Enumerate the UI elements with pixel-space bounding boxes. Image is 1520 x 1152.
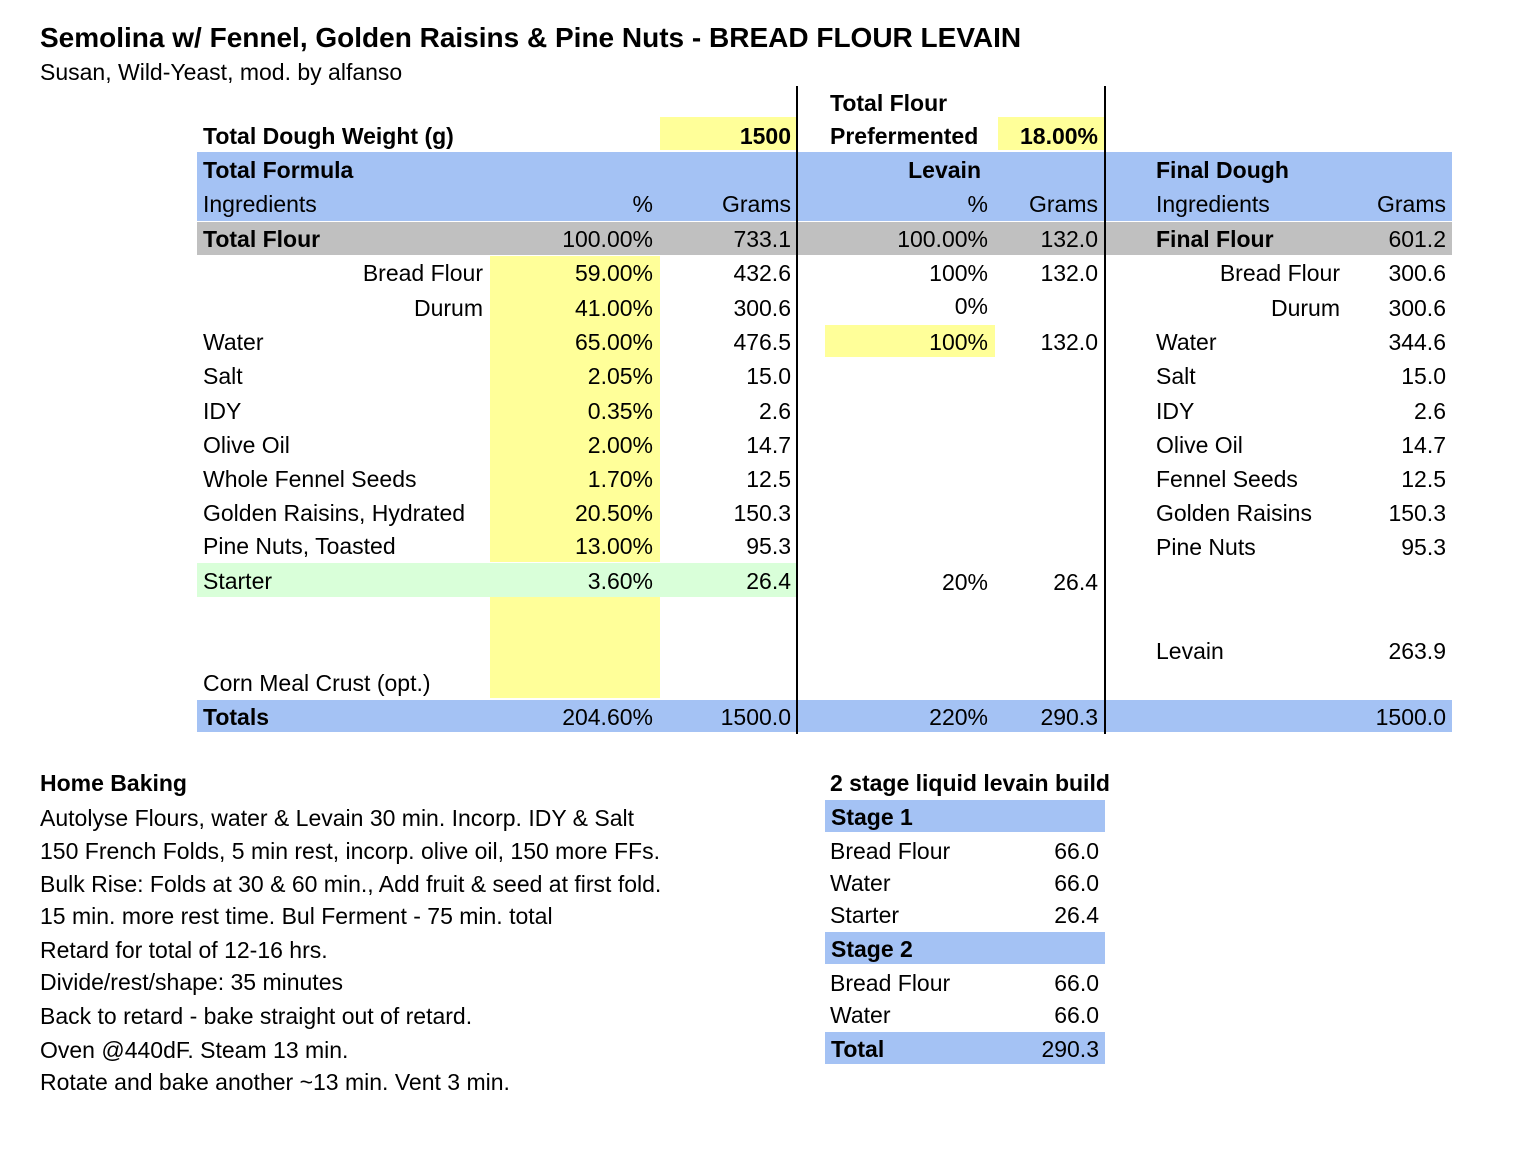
row-fd-grams: 15.0 [1401,363,1446,389]
row-levain-pct: 100.00% [897,226,988,252]
header-levain-pct: % [967,191,988,217]
build-row-grams: 66.0 [1054,970,1099,996]
row-fd-grams: 150.3 [1388,500,1446,526]
header-grams: Grams [722,191,791,217]
row-fd-name: Bread Flour [1219,260,1340,286]
pct-input-extra [490,597,660,698]
header-levain-grams: Grams [1029,191,1098,217]
home-baking-line: Back to retard - bake straight out of retard. [40,1003,473,1029]
row-fd-name: IDY [1156,398,1195,424]
build-row-name: Starter [830,902,900,928]
row-fd-grams: 300.6 [1388,295,1446,321]
build-row-name: Water [830,870,891,896]
row-fd-grams: 300.6 [1388,260,1446,286]
row-name: Water [203,329,264,355]
page-subtitle: Susan, Wild-Yeast, mod. by alfanso [40,59,403,85]
row-grams: 733.1 [733,226,791,252]
divider-formula-levain [796,86,798,734]
row-levain-grams: 26.4 [1053,569,1098,595]
home-baking-line: Autolyse Flours, water & Levain 30 min. Incorp. IDY & Salt [40,805,635,831]
row-fd-grams: 344.6 [1388,329,1446,355]
row-pct: 0.35% [587,398,653,424]
row-fd-grams: 2.6 [1414,398,1446,424]
row-levain-pct: 0% [954,293,988,319]
row-levain-pct: 20% [941,569,988,595]
build-total-grams: 290.3 [1041,1036,1099,1062]
row-fd-name: Olive Oil [1156,432,1243,458]
row-name: Golden Raisins, Hydrated [203,500,466,526]
row-name: Durum [413,295,483,321]
row-name: IDY [203,398,242,424]
row-pct: 59.00% [574,260,653,286]
build-row-name: Water [830,1002,891,1028]
totals-grams: 1500.0 [720,704,791,730]
row-grams: 95.3 [746,533,791,559]
row-fd-name: Salt [1156,363,1196,389]
row-grams: 150.3 [733,500,791,526]
home-baking-line: Divide/rest/shape: 35 minutes [40,969,343,995]
build-total-label: Total [831,1036,885,1062]
row-fd-grams: 601.2 [1388,226,1446,252]
divider-levain-final [1104,86,1106,734]
row-fd-grams: 12.5 [1401,466,1446,492]
header-final-dough: Final Dough [1156,157,1289,183]
header-pct: % [632,191,653,217]
row-grams: 15.0 [746,363,791,389]
build-row-grams: 66.0 [1054,838,1099,864]
home-baking-line: Oven @440dF. Steam 13 min. [40,1037,349,1063]
home-baking-line: Retard for total of 12-16 hrs. [40,937,328,963]
tfp-label-2: Prefermented [830,123,979,149]
row-grams: 12.5 [746,466,791,492]
fd-levain-grams: 263.9 [1388,638,1446,664]
home-baking-line: Rotate and bake another ~13 min. Vent 3 min. [40,1069,510,1095]
stage2-label: Stage 2 [831,936,913,962]
fd-levain-label: Levain [1156,638,1224,664]
row-pct: 13.00% [574,533,653,559]
row-fd-name: Pine Nuts [1156,534,1256,560]
row-fd-name: Final Flour [1156,226,1274,252]
row-levain-grams: 132.0 [1040,329,1098,355]
home-baking-line: 150 French Folds, 5 min rest, incorp. olive oil, 150 more FFs. [40,838,660,864]
row-pct: 100.00% [562,226,653,252]
stage1-label: Stage 1 [831,804,913,830]
build-row-grams: 26.4 [1054,902,1099,928]
totals-pct: 204.60% [562,704,653,730]
row-levain-grams: 132.0 [1040,226,1098,252]
tdw-label: Total Dough Weight (g) [203,123,454,149]
header-levain: Levain [908,157,981,183]
row-name: Whole Fennel Seeds [203,466,417,492]
build-row-grams: 66.0 [1054,1002,1099,1028]
row-pct: 1.70% [587,466,653,492]
build-row-name: Bread Flour [830,970,951,996]
tfp-label-1: Total Flour [830,90,948,116]
row-fd-name: Durum [1270,295,1340,321]
home-baking-line: 15 min. more rest time. Bul Ferment - 75 min. total [40,903,553,929]
header-fd-grams: Grams [1377,191,1446,217]
page-title: Semolina w/ Fennel, Golden Raisins & Pine Nuts - BREAD FLOUR LEVAIN [40,22,1022,53]
row-levain-pct: 100% [929,260,988,286]
home-baking-title: Home Baking [40,770,187,796]
tdw-value: 1500 [739,123,791,149]
row-name: Salt [203,363,243,389]
row-pct: 41.00% [574,295,653,321]
row-levain-grams: 132.0 [1040,260,1098,286]
row-grams: 432.6 [733,260,791,286]
totals-label: Totals [203,704,270,730]
row-levain-pct: 100% [929,329,988,355]
row-grams: 14.7 [746,432,791,458]
row-grams: 26.4 [746,568,791,594]
row-pct: 3.60% [587,568,653,594]
row-name: Pine Nuts, Toasted [203,533,396,559]
corn-meal-label: Corn Meal Crust (opt.) [203,670,431,696]
build-row-grams: 66.0 [1054,870,1099,896]
levain-build-title: 2 stage liquid levain build [830,770,1110,796]
row-grams: 476.5 [733,329,791,355]
totals-fd-grams: 1500.0 [1375,704,1446,730]
row-fd-grams: 14.7 [1401,432,1446,458]
row-fd-name: Golden Raisins [1156,500,1312,526]
row-pct: 2.05% [587,363,653,389]
header-total-formula: Total Formula [203,157,354,183]
row-fd-name: Fennel Seeds [1156,466,1298,492]
totals-levain-grams: 290.3 [1040,704,1098,730]
row-name: Bread Flour [362,260,483,286]
row-grams: 2.6 [759,398,791,424]
row-grams: 300.6 [733,295,791,321]
tfp-value: 18.00% [1019,123,1098,149]
row-name: Total Flour [203,226,321,252]
header-ingredients: Ingredients [203,191,317,217]
row-name: Starter [203,568,273,594]
header-fd-ingredients: Ingredients [1156,191,1270,217]
build-row-name: Bread Flour [830,838,951,864]
row-name: Olive Oil [203,432,290,458]
row-fd-name: Water [1156,329,1217,355]
row-pct: 65.00% [574,329,653,355]
home-baking-line: Bulk Rise: Folds at 30 & 60 min., Add fruit & seed at first fold. [40,871,662,897]
totals-levain-pct: 220% [929,704,988,730]
row-fd-grams: 95.3 [1401,534,1446,560]
row-pct: 2.00% [587,432,653,458]
row-pct: 20.50% [574,500,653,526]
